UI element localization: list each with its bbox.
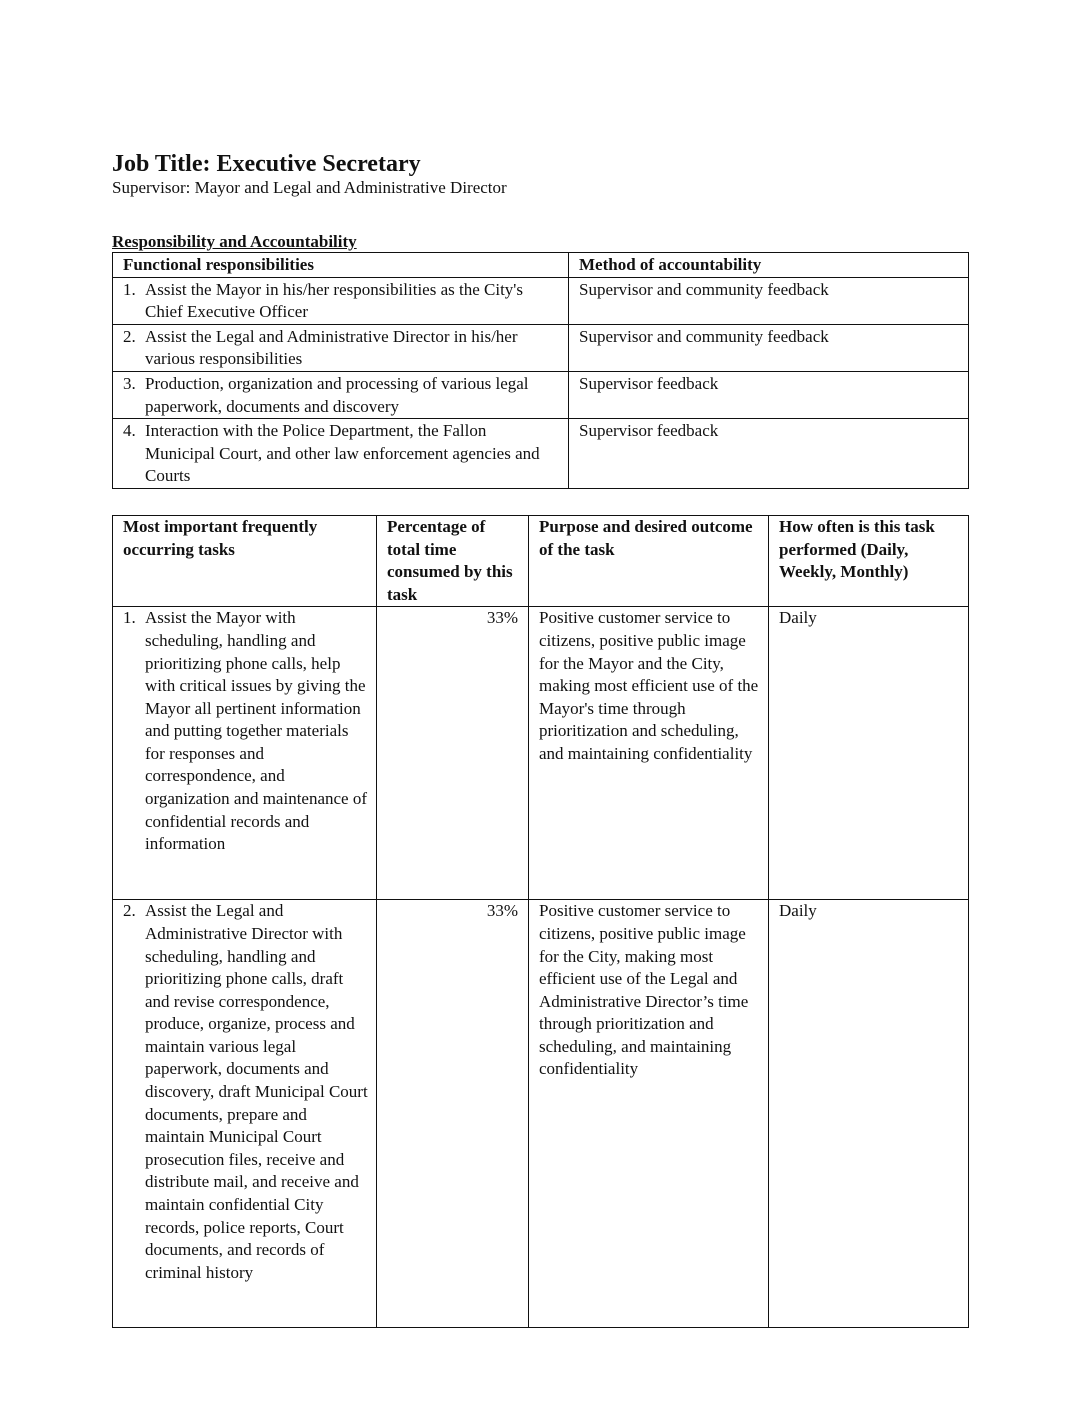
purpose-cell: Positive customer service to citizens, positive public image for the City, making most efficient use of the Legal and Administrative Director’s time through prioritization and scheduling, and maintaining confidentiality	[529, 900, 769, 1328]
job-title: Job Title: Executive Secretary	[112, 151, 421, 177]
column-header-purpose: Purpose and desired outcome of the task	[529, 515, 769, 606]
method-cell: Supervisor and community feedback	[569, 277, 969, 324]
task-cell	[113, 900, 377, 1328]
document-page	[112, 150, 968, 1328]
responsibility-heading: Responsibility and Accountability	[112, 232, 357, 251]
table-row	[113, 277, 969, 324]
table-header-row	[113, 515, 969, 606]
task-text: Assist the Mayor with scheduling, handling and prioritizing phone calls, help with critical issues by giving the Mayor all pertinent information and putting together materials for responses and correspondence, and organization and maintenance of confidential records and information	[145, 608, 368, 854]
frequency-cell: Daily	[769, 607, 969, 900]
responsibility-cell	[113, 419, 569, 489]
item-number: 3.	[123, 373, 136, 393]
column-header-frequency: How often is this task performed (Daily, Weekly, Monthly)	[769, 515, 969, 606]
item-number: 1.	[123, 279, 136, 299]
column-header-tasks: Most important frequently occurring tasks	[113, 515, 377, 606]
table-header-row	[113, 253, 969, 278]
frequency-cell: Daily	[769, 900, 969, 1328]
item-number: 2.	[123, 901, 136, 921]
table-row	[113, 371, 969, 418]
method-cell: Supervisor feedback	[569, 419, 969, 489]
responsibility-cell	[113, 277, 569, 324]
responsibility-text: Assist the Legal and Administrative Director in his/her various responsibilities	[145, 326, 518, 369]
responsibility-table	[112, 252, 969, 489]
column-header-method: Method of accountability	[569, 253, 969, 278]
percentage-cell: 33%	[377, 900, 529, 1328]
table-row	[113, 324, 969, 371]
method-cell: Supervisor and community feedback	[569, 324, 969, 371]
column-header-percentage: Percentage of total time consumed by this task	[377, 515, 529, 606]
method-cell: Supervisor feedback	[569, 371, 969, 418]
table-row	[113, 419, 969, 489]
item-number: 2.	[123, 326, 136, 346]
purpose-cell: Positive customer service to citizens, positive public image for the Mayor and the City, making most efficient use of the Mayor's time through prioritization and scheduling, and maintaining confidentiality	[529, 607, 769, 900]
responsibility-cell	[113, 371, 569, 418]
responsibility-cell	[113, 324, 569, 371]
responsibility-text: Production, organization and processing of various legal paperwork, documents and discovery	[145, 373, 529, 416]
table-row	[113, 900, 969, 1328]
item-number: 1.	[123, 608, 136, 628]
column-header-functional: Functional responsibilities	[113, 253, 569, 278]
supervisor-line: Supervisor: Mayor and Legal and Administrative Director	[112, 178, 507, 197]
tasks-table	[112, 515, 969, 1328]
task-text: Assist the Legal and Administrative Director with scheduling, handling and prioritizing phone calls, draft and revise correspondence, produce, organize, process and maintain various legal paperwork, documents and discovery, draft Municipal Court documents, prepare and maintain Municipal Court prosecution files, receive and distribute mail, and receive and maintain confidential City records, police reports, Court documents, and records of criminal history	[145, 901, 368, 1282]
percentage-cell: 33%	[377, 607, 529, 900]
table-row	[113, 607, 969, 900]
responsibility-text: Assist the Mayor in his/her responsibilities as the City's Chief Executive Officer	[145, 279, 523, 322]
item-number: 4.	[123, 421, 136, 441]
responsibility-text: Interaction with the Police Department, the Fallon Municipal Court, and other law enforcement agencies and Courts	[145, 421, 540, 486]
task-cell	[113, 607, 377, 900]
